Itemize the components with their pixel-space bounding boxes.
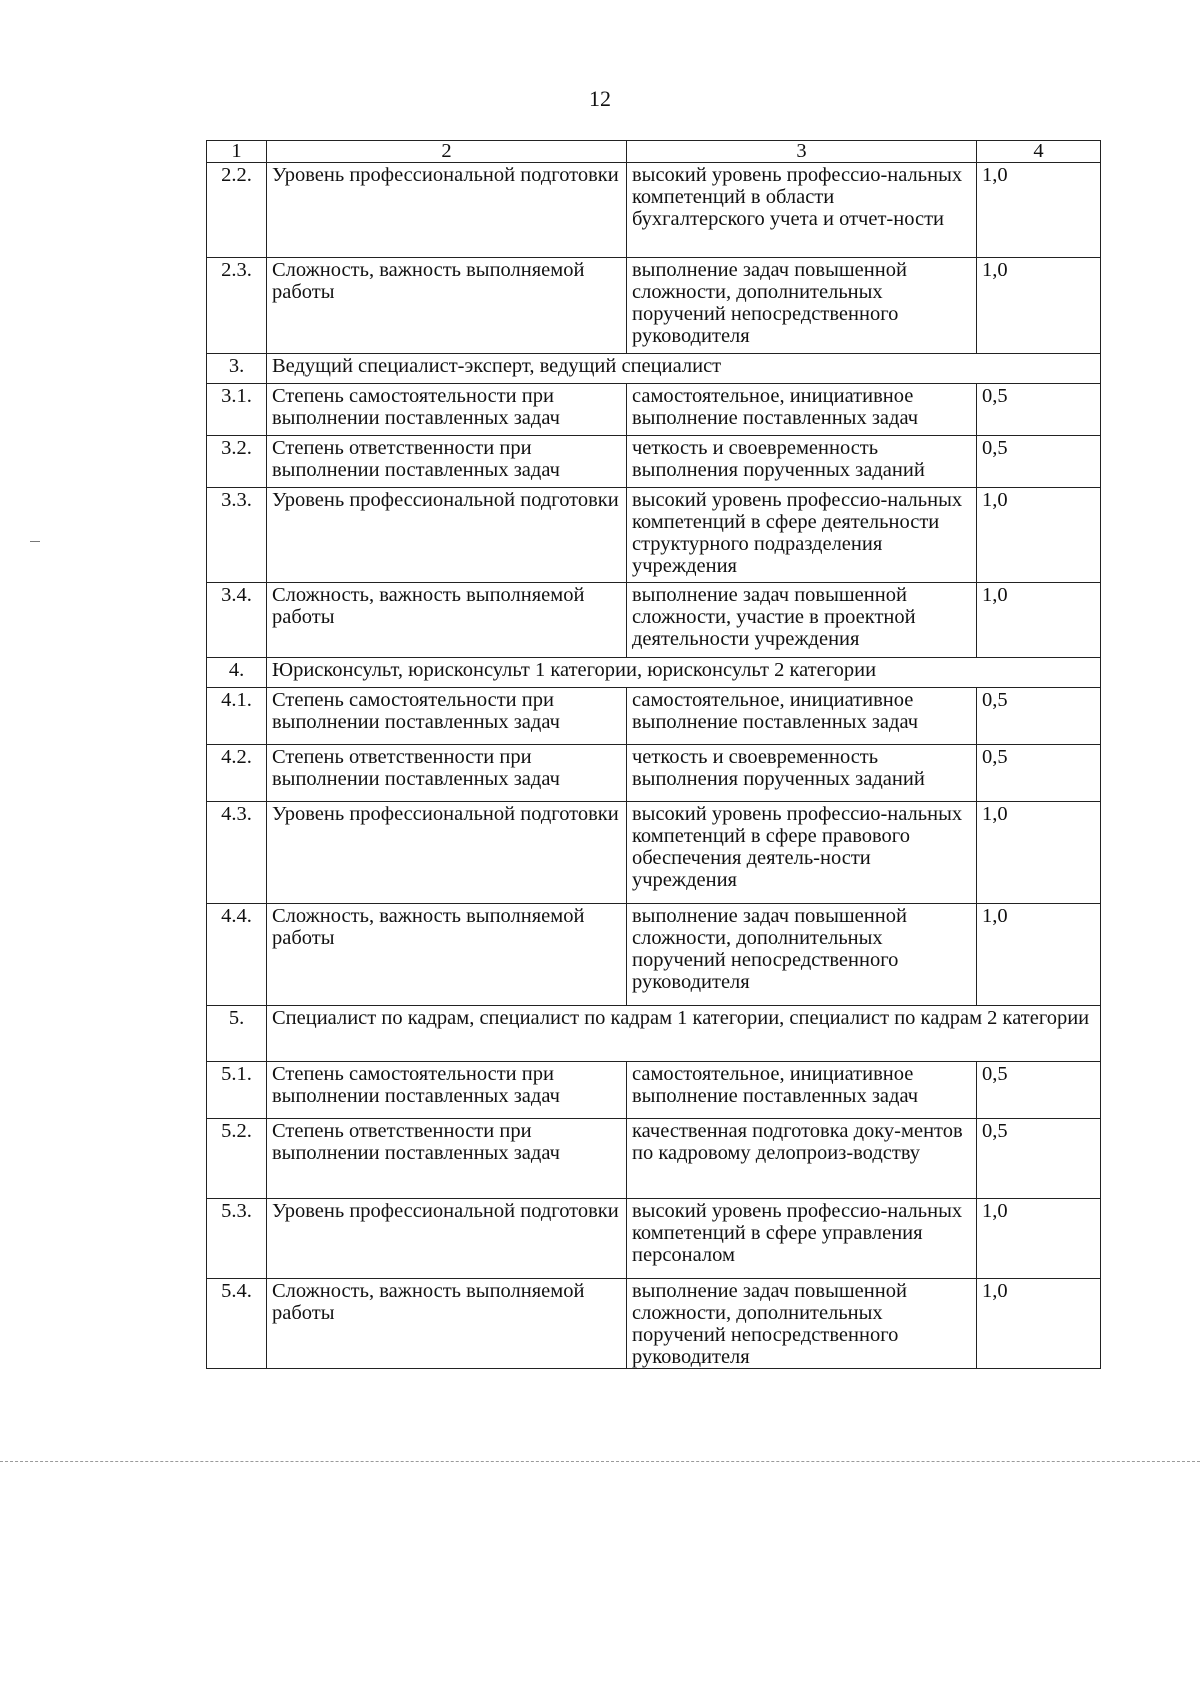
criterion-cell: Степень ответственности при выполнении поставленных задач (267, 436, 627, 488)
criterion-cell: Уровень профессиональной подготовки (267, 163, 627, 258)
scan-artifact-line (0, 1461, 1200, 1462)
row-number: 3.1. (207, 384, 267, 436)
score-cell: 1,0 (977, 163, 1101, 258)
row-number: 3. (207, 354, 267, 384)
row-number: 4.2. (207, 745, 267, 802)
table-row (207, 258, 1101, 354)
score-cell: 0,5 (977, 745, 1101, 802)
criterion-cell: Степень самостоятельности при выполнении поставленных задач (267, 384, 627, 436)
section-row (207, 1006, 1101, 1062)
description-cell: самостоятельное, инициативное выполнение поставленных задач (627, 688, 977, 745)
score-cell: 1,0 (977, 1199, 1101, 1279)
description-cell: высокий уровень профессио-нальных компетенций в сфере управления персоналом (627, 1199, 977, 1279)
row-number: 4. (207, 658, 267, 688)
description-cell: самостоятельное, инициативное выполнение поставленных задач (627, 384, 977, 436)
row-number: 3.3. (207, 488, 267, 583)
score-cell: 1,0 (977, 1279, 1101, 1369)
row-number: 3.4. (207, 583, 267, 658)
column-number-header: 3 (627, 141, 977, 163)
criterion-cell: Сложность, важность выполняемой работы (267, 258, 627, 354)
score-cell: 0,5 (977, 1119, 1101, 1199)
section-title: Специалист по кадрам, специалист по кадрам 1 категории, специалист по кадрам 2 категории (267, 1006, 1101, 1062)
table-header-row (207, 141, 1101, 163)
score-cell: 0,5 (977, 1062, 1101, 1119)
score-cell: 1,0 (977, 488, 1101, 583)
description-cell: качественная подготовка доку-ментов по кадровому делопроиз-водству (627, 1119, 977, 1199)
table-row (207, 745, 1101, 802)
section-row (207, 658, 1101, 688)
criterion-cell: Уровень профессиональной подготовки (267, 802, 627, 904)
section-title: Юрисконсульт, юрисконсульт 1 категории, юрисконсульт 2 категории (267, 658, 1101, 688)
description-cell: самостоятельное, инициативное выполнение поставленных задач (627, 1062, 977, 1119)
criterion-cell: Сложность, важность выполняемой работы (267, 583, 627, 658)
description-cell: выполнение задач повышенной сложности, дополнительных поручений непосредственного руководителя (627, 1279, 977, 1369)
table-row (207, 1062, 1101, 1119)
description-cell: высокий уровень профессио-нальных компетенций в сфере правового обеспечения деятель-ности учреждения (627, 802, 977, 904)
row-number: 5.4. (207, 1279, 267, 1369)
row-number: 4.1. (207, 688, 267, 745)
criterion-cell: Сложность, важность выполняемой работы (267, 1279, 627, 1369)
section-title: Ведущий специалист-эксперт, ведущий специалист (267, 354, 1101, 384)
table-row (207, 436, 1101, 488)
description-cell: высокий уровень профессио-нальных компетенций в сфере деятельности структурного подразделения учреждения (627, 488, 977, 583)
criterion-cell: Степень ответственности при выполнении поставленных задач (267, 745, 627, 802)
criterion-cell: Сложность, важность выполняемой работы (267, 904, 627, 1006)
row-number: 5.3. (207, 1199, 267, 1279)
criterion-cell: Степень самостоятельности при выполнении поставленных задач (267, 1062, 627, 1119)
description-cell: выполнение задач повышенной сложности, участие в проектной деятельности учреждения (627, 583, 977, 658)
score-cell: 1,0 (977, 904, 1101, 1006)
table-row (207, 488, 1101, 583)
table-row (207, 1119, 1101, 1199)
row-number: 4.4. (207, 904, 267, 1006)
column-number-header: 1 (207, 141, 267, 163)
row-number: 2.3. (207, 258, 267, 354)
score-cell: 0,5 (977, 688, 1101, 745)
criterion-cell: Уровень профессиональной подготовки (267, 488, 627, 583)
score-cell: 0,5 (977, 384, 1101, 436)
table-row (207, 802, 1101, 904)
table-row (207, 1279, 1101, 1369)
description-cell: выполнение задач повышенной сложности, дополнительных поручений непосредственного руководителя (627, 258, 977, 354)
section-row (207, 354, 1101, 384)
description-cell: четкость и своевременность выполнения порученных заданий (627, 745, 977, 802)
table-row (207, 688, 1101, 745)
row-number: 3.2. (207, 436, 267, 488)
description-cell: выполнение задач повышенной сложности, дополнительных поручений непосредственного руководителя (627, 904, 977, 1006)
table-row (207, 1199, 1101, 1279)
column-number-header: 4 (977, 141, 1101, 163)
scan-artifact-mark (30, 541, 40, 542)
criteria-table (206, 140, 1101, 1369)
description-cell: высокий уровень профессио-нальных компетенций в области бухгалтерского учета и отчет-ности (627, 163, 977, 258)
row-number: 4.3. (207, 802, 267, 904)
criterion-cell: Степень самостоятельности при выполнении поставленных задач (267, 688, 627, 745)
table-row (207, 384, 1101, 436)
row-number: 2.2. (207, 163, 267, 258)
row-number: 5. (207, 1006, 267, 1062)
description-cell: четкость и своевременность выполнения порученных заданий (627, 436, 977, 488)
score-cell: 1,0 (977, 583, 1101, 658)
page-number: 12 (589, 86, 611, 111)
score-cell: 0,5 (977, 436, 1101, 488)
column-number-header: 2 (267, 141, 627, 163)
table-row (207, 583, 1101, 658)
score-cell: 1,0 (977, 258, 1101, 354)
row-number: 5.1. (207, 1062, 267, 1119)
criterion-cell: Степень ответственности при выполнении поставленных задач (267, 1119, 627, 1199)
score-cell: 1,0 (977, 802, 1101, 904)
table-row (207, 904, 1101, 1006)
row-number: 5.2. (207, 1119, 267, 1199)
table-row (207, 163, 1101, 258)
criterion-cell: Уровень профессиональной подготовки (267, 1199, 627, 1279)
